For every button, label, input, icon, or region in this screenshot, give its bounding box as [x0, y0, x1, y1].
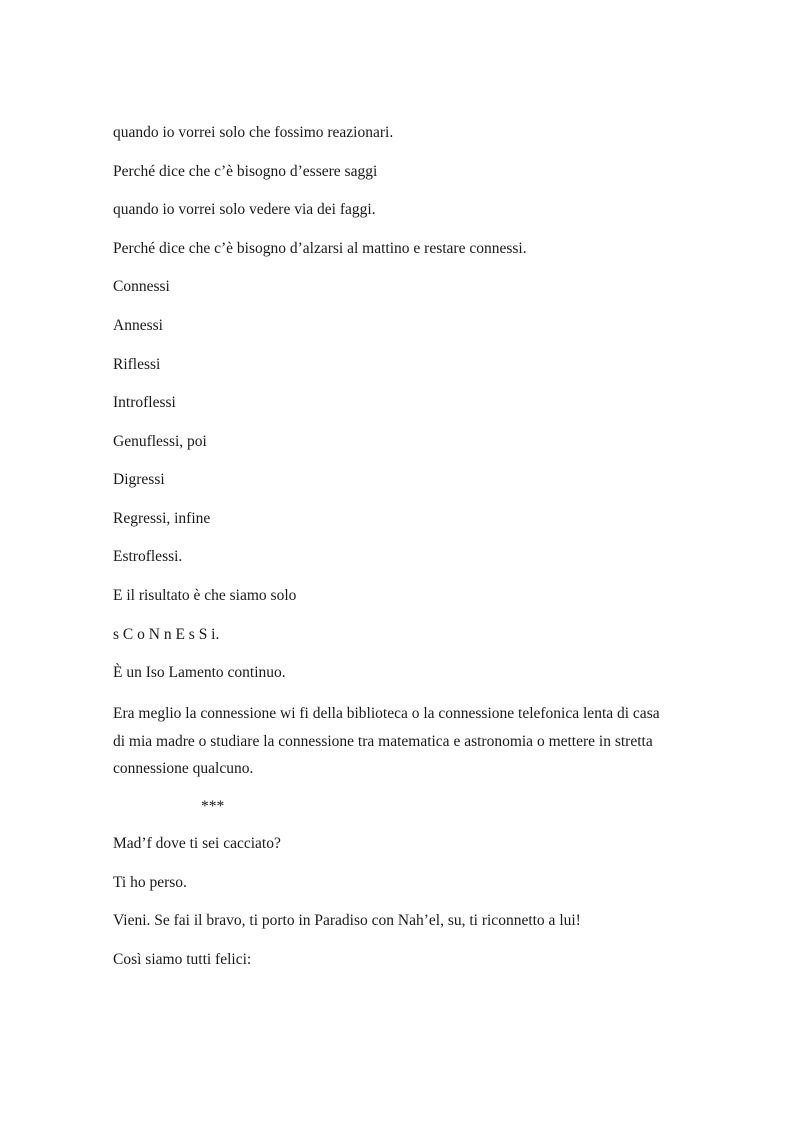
- text-line: quando io vorrei solo vedere via dei faggi.: [113, 201, 376, 218]
- text-line: È un Iso Lamento continuo.: [113, 664, 286, 681]
- text-line: E il risultato è che siamo solo: [113, 587, 297, 604]
- text-line: Annessi: [113, 317, 163, 334]
- text-line: quando io vorrei solo che fossimo reazionari.: [113, 124, 394, 141]
- paragraph-line: connessione qualcuno.: [113, 760, 254, 777]
- text-line: Mad’f dove ti sei cacciato?: [113, 835, 281, 852]
- paragraph-line: di mia madre o studiare la connessione tra matematica e astronomia o mettere in stretta: [113, 732, 653, 750]
- text-line: Così siamo tutti felici:: [113, 951, 252, 968]
- text-line: Introflessi: [113, 394, 176, 411]
- text-line: Vieni. Se fai il bravo, ti porto in Paradiso con Nah’el, su, ti riconnetto a lui!: [113, 912, 581, 929]
- text-line: Perché dice che c’è bisogno d’essere saggi: [113, 163, 378, 180]
- paragraph: [113, 700, 693, 783]
- text-line: Digressi: [113, 471, 165, 488]
- text-line: Riflessi: [113, 356, 161, 373]
- text-line: Ti ho perso.: [113, 874, 187, 891]
- text-line: Genuflessi, poi: [113, 433, 207, 450]
- paragraph-line: Era meglio la connessione wi fi della biblioteca o la connessione telefonica lenta di casa: [113, 705, 660, 722]
- text-line: s C o N n E s S i.: [113, 626, 220, 643]
- text-line: Estroflessi.: [113, 548, 183, 565]
- text-line: Perché dice che c’è bisogno d’alzarsi al mattino e restare connessi.: [113, 240, 527, 257]
- text-line: Regressi, infine: [113, 510, 211, 527]
- section-separator: ***: [201, 798, 225, 815]
- text-line: Connessi: [113, 278, 170, 295]
